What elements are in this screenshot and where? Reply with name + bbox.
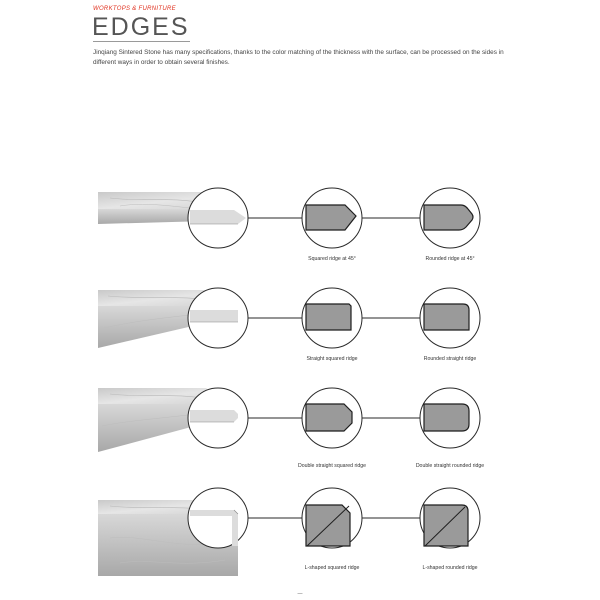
profile-label-a: L-shaped squared ridge (304, 565, 360, 571)
edge-row-4-graphic (0, 468, 600, 578)
profile-label-a: Straight squared ridge (306, 356, 358, 362)
profile-straight-rounded-shape (424, 304, 469, 330)
edge-row-3 (0, 368, 600, 468)
edge-row-3-graphic (0, 368, 600, 468)
profile-label-b: Rounded straight ridge (423, 356, 477, 362)
zoom-detail (190, 410, 238, 422)
edge-row-2-graphic (0, 268, 600, 368)
edge-row-1-graphic (0, 168, 600, 268)
profile-double-squared-shape (306, 404, 352, 431)
profile-label-b: L-shaped rounded ridge (422, 565, 478, 571)
intro-paragraph: Jinqiang Sintered Stone has many specifications, thanks to the color matching of the thickness with the surface, can be processed on the sides in different ways in order to obtain several finishes. (93, 49, 504, 66)
edge-row-2 (0, 268, 600, 368)
profile-squared-45-shape (306, 205, 356, 230)
edge-row-1 (0, 168, 600, 268)
profile-rounded-45-shape (424, 205, 473, 230)
profile-straight-squared-shape (306, 304, 351, 330)
page-number: — (297, 591, 303, 597)
zoom-circle (188, 488, 248, 548)
profile-label-b: Double straight rounded ridge (415, 463, 485, 469)
page-title: EDGES (92, 13, 190, 41)
title-underline (93, 41, 190, 42)
section-category: WORKTOPS & FURNITURE (93, 6, 176, 12)
edge-row-4 (0, 468, 600, 571)
profile-label-a: Squared ridge at 45° (308, 256, 356, 262)
profile-double-rounded-shape (424, 404, 469, 431)
profile-label-b: Rounded ridge at 45° (425, 256, 475, 262)
zoom-detail (190, 310, 238, 322)
profile-label-a: Double straight squared ridge (297, 463, 367, 469)
